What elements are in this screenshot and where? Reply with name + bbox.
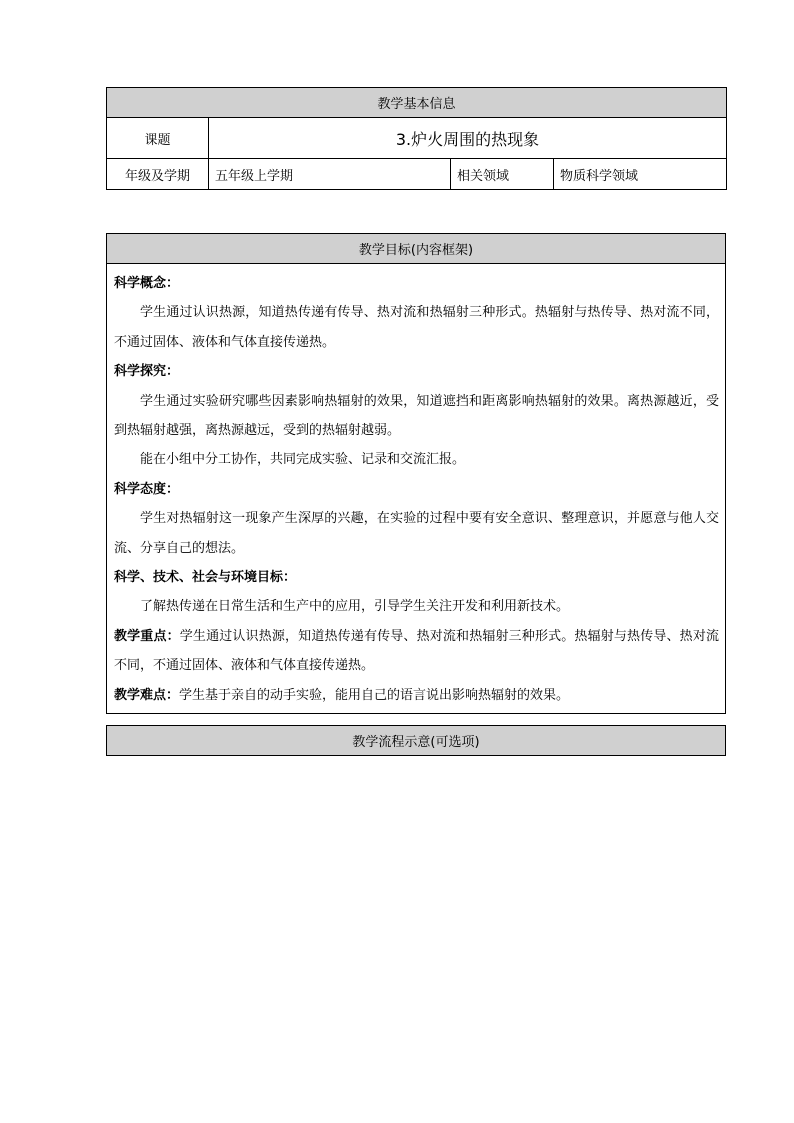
teaching-flow-header: 教学流程示意(可选项) [107, 726, 726, 756]
teaching-flow-table [106, 725, 726, 756]
topic-label: 课题 [107, 118, 209, 159]
domain-label: 相关领域 [451, 159, 554, 190]
attitude-heading: 科学态度： [114, 481, 180, 497]
grade-label: 年级及学期 [107, 159, 209, 190]
basic-info-table [106, 87, 727, 190]
concept-heading: 科学概念： [114, 276, 180, 291]
grade-value: 五年级上学期 [209, 159, 451, 190]
inquiry-teamwork-text: 能在小组中分工协作，共同完成实验、记录和交流汇报。 [140, 452, 466, 468]
lesson-title: 3.炉火周围的热现象 [209, 118, 727, 159]
difficulty-label: 教学难点： [114, 687, 180, 703]
domain-value: 物质科学领域 [554, 159, 727, 190]
stse-text: 了解热传递在日常生活和生产中的应用，引导学生关注开发和利用新技术。 [140, 599, 570, 615]
inquiry-text: 学生通过实验研究哪些因素影响热辐射的效果，知道遮挡和距离影响热辐射的效果。离热源越近，受到热辐射越强，离热源越远，受到的热辐射越弱。 [114, 393, 719, 439]
objectives-header: 教学目标(内容框架) [107, 234, 726, 264]
attitude-text: 学生对热辐射这一现象产生深厚的兴趣，在实验的过程中要有安全意识、整理意识，并愿意与他人交流、分享自己的想法。 [114, 511, 719, 556]
key-point-text: 学生通过认识热源，知道热传递有传导、热对流和热辐射三种形式。热辐射与热传导、热对流不同，不通过固体、液体和气体直接传递热。 [114, 628, 719, 674]
difficulty-text: 学生基于亲自的动手实验，能用自己的语言说出影响热辐射的效果。 [179, 687, 570, 703]
key-point-label: 教学重点： [114, 628, 180, 644]
key-point [114, 622, 719, 681]
objectives-content [107, 264, 726, 714]
stse-heading: 科学、技术、社会与环境目标： [114, 570, 297, 586]
basic-info-header: 教学基本信息 [107, 88, 727, 118]
inquiry-heading: 科学探究： [114, 364, 180, 380]
concept-text: 学生通过认识热源，知道热传递有传导、热对流和热辐射三种形式。热辐射与热传导、热对流不同，不通过固体、液体和气体直接传递热。 [114, 305, 719, 350]
difficulty [114, 681, 719, 710]
objectives-table [106, 233, 726, 714]
